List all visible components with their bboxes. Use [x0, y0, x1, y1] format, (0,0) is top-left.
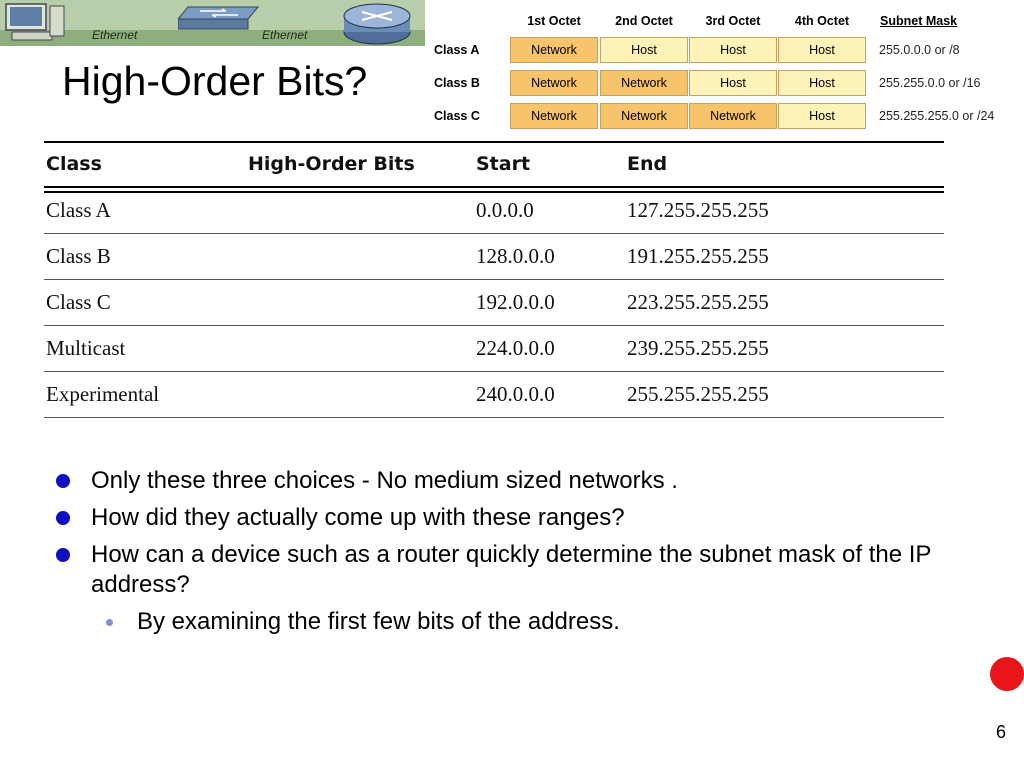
sub-bullet-text: By examining the first few bits of the address. — [137, 608, 620, 635]
bullet-item — [56, 503, 956, 533]
sub-bullet-item — [56, 607, 956, 637]
bullet-dot-icon — [56, 511, 70, 525]
bullet-list — [56, 466, 956, 637]
class-b-octet-1: Network — [510, 70, 598, 96]
row-class: Class A — [46, 198, 111, 222]
row-start: 240.0.0.0 — [476, 382, 555, 406]
bullet-item — [56, 540, 956, 600]
class-a-label: Class A — [434, 43, 480, 57]
sub-bullet-dot-icon — [106, 619, 113, 626]
row-end: 127.255.255.255 — [627, 198, 769, 222]
row-class: Class C — [46, 290, 111, 314]
table-row — [44, 234, 944, 280]
class-a-octet-3: Host — [689, 37, 777, 63]
row-end: 223.255.255.255 — [627, 290, 769, 314]
class-b-mask: 255.255.0.0 or /16 — [879, 76, 981, 90]
class-c-octet-1: Network — [510, 103, 598, 129]
class-b-octet-3: Host — [689, 70, 777, 96]
ethernet-label-right: Ethernet — [262, 28, 308, 42]
class-c-mask: 255.255.255.0 or /24 — [879, 109, 995, 123]
router-icon — [342, 0, 412, 46]
class-a-octet-2: Host — [600, 37, 688, 63]
header-high-order-bits: High-Order Bits — [248, 153, 415, 175]
bullet-dot-icon — [56, 548, 70, 562]
row-class: Class B — [46, 244, 111, 268]
class-a-octet-1: Network — [510, 37, 598, 63]
row-start: 0.0.0.0 — [476, 198, 534, 222]
class-c-octet-4: Host — [778, 103, 866, 129]
table-row — [44, 280, 944, 326]
row-end: 239.255.255.255 — [627, 336, 769, 360]
bullet-text: How did they actually come up with these ranges? — [91, 504, 625, 531]
class-a-octet-4: Host — [778, 37, 866, 63]
header-end: End — [627, 153, 668, 175]
subnet-mask-header: Subnet Mask — [880, 14, 958, 28]
class-b-octet-2: Network — [600, 70, 688, 96]
ethernet-label-left: Ethernet — [92, 28, 138, 42]
computer-icon — [4, 2, 84, 44]
row-class: Multicast — [46, 336, 126, 360]
class-c-octet-2: Network — [600, 103, 688, 129]
bullet-item — [56, 466, 956, 496]
network-banner — [0, 0, 425, 46]
row-start: 192.0.0.0 — [476, 290, 555, 314]
class-b-octet-4: Host — [778, 70, 866, 96]
class-c-octet-3: Network — [689, 103, 777, 129]
row-end: 191.255.255.255 — [627, 244, 769, 268]
slide-title: High-Order Bits? — [62, 58, 368, 104]
row-start: 128.0.0.0 — [476, 244, 555, 268]
address-range-table — [44, 141, 944, 419]
table-row — [44, 188, 944, 234]
octet-table — [428, 8, 1018, 136]
octet-header-3: 3rd Octet — [705, 14, 761, 28]
class-c-label: Class C — [434, 109, 480, 123]
class-b-label: Class B — [434, 76, 480, 90]
octet-header-1: 1st Octet — [527, 14, 581, 28]
table-row — [44, 372, 944, 418]
header-start: Start — [476, 153, 531, 175]
bullet-text: Only these three choices - No medium sized networks . — [91, 467, 678, 494]
switch-icon — [178, 3, 260, 31]
page-number: 6 — [996, 722, 1007, 742]
table-top-rule — [44, 141, 944, 143]
bullet-text: How can a device such as a router quickly determine the subnet mask of the IP address? — [91, 541, 931, 598]
row-end: 255.255.255.255 — [627, 382, 769, 406]
row-start: 224.0.0.0 — [476, 336, 555, 360]
bullet-dot-icon — [56, 474, 70, 488]
octet-header-4: 4th Octet — [794, 14, 850, 28]
row-divider — [44, 417, 944, 419]
row-class: Experimental — [46, 382, 160, 406]
header-class: Class — [46, 153, 102, 175]
table-row — [44, 326, 944, 372]
red-circle-icon — [990, 657, 1024, 691]
octet-header-2: 2nd Octet — [615, 14, 673, 28]
class-a-mask: 255.0.0.0 or /8 — [879, 43, 960, 57]
